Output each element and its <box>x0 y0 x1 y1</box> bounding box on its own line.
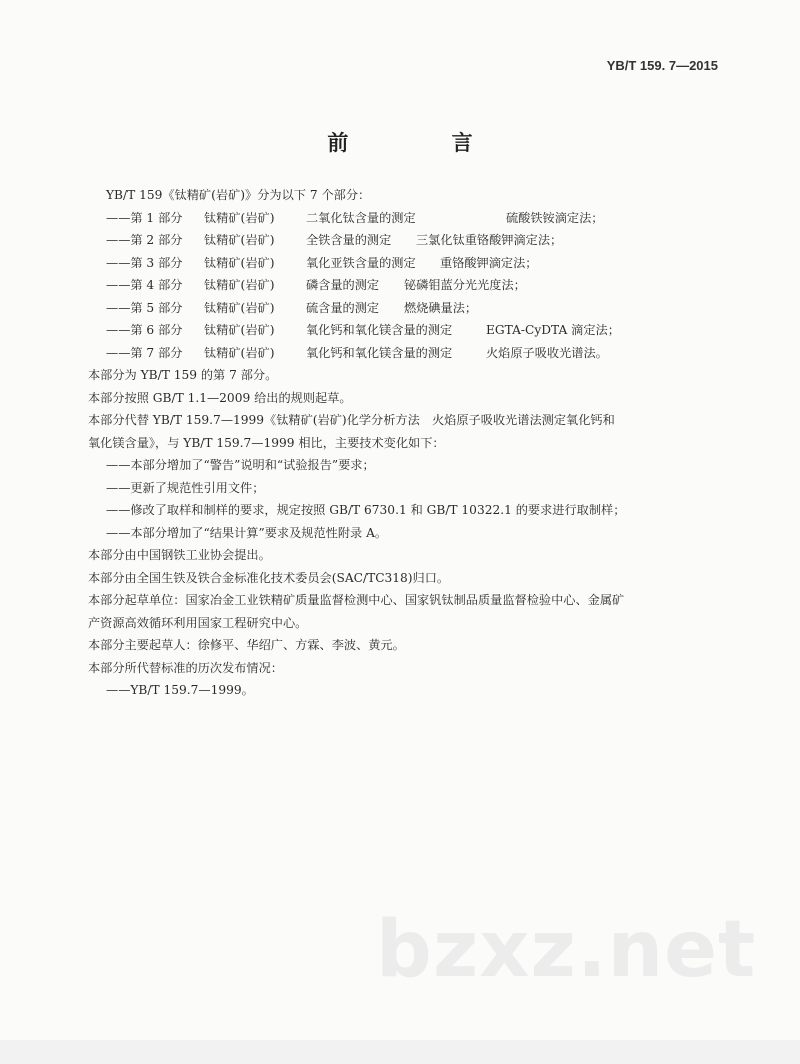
paragraph-proposed: 本部分由中国钢铁工业协会提出。 <box>88 548 271 562</box>
watermark-text: bzxz.net <box>376 905 757 995</box>
list-item-part-7 <box>88 342 728 365</box>
part-item: 磷含量的测定 <box>306 278 380 292</box>
paragraph-part-of: 本部分为 YB/T 159 的第 7 部分。 <box>88 368 278 382</box>
part-method: 三氯化钛重铬酸钾滴定法； <box>416 233 563 247</box>
paragraph-replace-line-1: 本部分代替 YB/T 159.7—1999《钛精矿(岩矿)化学分析方法 火焰原子吸收光谱法测定氧化钙和 <box>88 413 615 427</box>
part-subject: 钛精矿(岩矿) <box>204 255 275 270</box>
paragraph-rules: 本部分按照 GB/T 1.1—2009 给出的规则起草。 <box>88 390 352 405</box>
document-body <box>88 184 728 702</box>
part-item: 氧化钙和氧化镁含量的测定 <box>306 323 453 337</box>
part-number: ——第 5 部分 <box>106 300 183 315</box>
part-number: ——第 4 部分 <box>106 278 183 292</box>
part-subject: 钛精矿(岩矿) <box>204 210 275 225</box>
list-item-part-5 <box>88 297 728 320</box>
part-number: ——第 3 部分 <box>106 255 183 270</box>
part-item: 全铁含量的测定 <box>306 233 392 247</box>
list-item-change-1: ——本部分增加了“警告”说明和“试验报告”要求； <box>106 458 375 472</box>
list-item-part-2 <box>88 229 728 252</box>
list-item-change-4: ——本部分增加了“结果计算”要求及规范性附录 A。 <box>106 525 388 540</box>
part-subject: 钛精矿(岩矿) <box>204 345 275 360</box>
part-method: EGTA-CyDTA 滴定法； <box>486 323 620 337</box>
part-number: ——第 2 部分 <box>106 233 183 247</box>
part-method: 重铬酸钾滴定法； <box>440 255 538 270</box>
list-item-change-2: ——更新了规范性引用文件； <box>106 480 265 495</box>
part-subject: 钛精矿(岩矿) <box>204 300 275 315</box>
paragraph-drafters: 本部分主要起草人：徐修平、华绍广、方霖、李波、黄元。 <box>88 638 405 652</box>
part-subject: 钛精矿(岩矿) <box>204 323 275 337</box>
list-item-part-1 <box>88 207 728 230</box>
part-method: 燃烧碘量法； <box>404 300 478 315</box>
part-number: ——第 6 部分 <box>106 323 183 337</box>
standard-code: YB/T 159. 7—2015 <box>606 58 718 73</box>
list-item-part-4 <box>88 274 728 297</box>
part-subject: 钛精矿(岩矿) <box>204 278 275 292</box>
paragraph-units-line-2: 产资源高效循环利用国家工程研究中心。 <box>88 615 308 630</box>
part-method: 铋磷钼蓝分光光度法； <box>404 278 526 292</box>
intro-paragraph: YB/T 159《钛精矿(岩矿)》分为以下 7 个部分： <box>106 188 371 202</box>
list-item-part-6 <box>88 319 728 342</box>
list-item-history-1: ——YB/T 159.7—1999。 <box>106 683 254 697</box>
paragraph-technical-committee: 本部分由全国生铁及铁合金标准化技术委员会(SAC/TC318)归口。 <box>88 570 450 585</box>
part-number: ——第 7 部分 <box>106 345 183 360</box>
part-number: ——第 1 部分 <box>106 210 183 225</box>
part-item: 二氧化钛含量的测定 <box>306 210 416 225</box>
page-bottom-edge <box>0 1040 800 1064</box>
paragraph-history: 本部分所代替标准的历次发布情况： <box>88 660 283 675</box>
part-item: 硫含量的测定 <box>306 300 380 315</box>
list-item-part-3 <box>88 252 728 275</box>
page-title: 前 言 <box>327 131 521 155</box>
part-method: 硫酸铁铵滴定法； <box>506 210 604 225</box>
list-item-change-3: ——修改了取样和制样的要求，规定按照 GB/T 6730.1 和 GB/T 10322.1 的要求进行取制样； <box>106 503 626 517</box>
part-method: 火焰原子吸收光谱法。 <box>486 345 608 360</box>
paragraph-units-line-1: 本部分起草单位：国家冶金工业铁精矿质量监督检测中心、国家钒钛制品质量监督检验中心、金属矿 <box>88 593 625 607</box>
part-subject: 钛精矿(岩矿) <box>204 233 275 247</box>
part-item: 氧化钙和氧化镁含量的测定 <box>306 345 453 360</box>
part-item: 氧化亚铁含量的测定 <box>306 255 416 270</box>
paragraph-replace-line-2: 氧化镁含量》，与 YB/T 159.7—1999 相比，主要技术变化如下： <box>88 435 445 450</box>
